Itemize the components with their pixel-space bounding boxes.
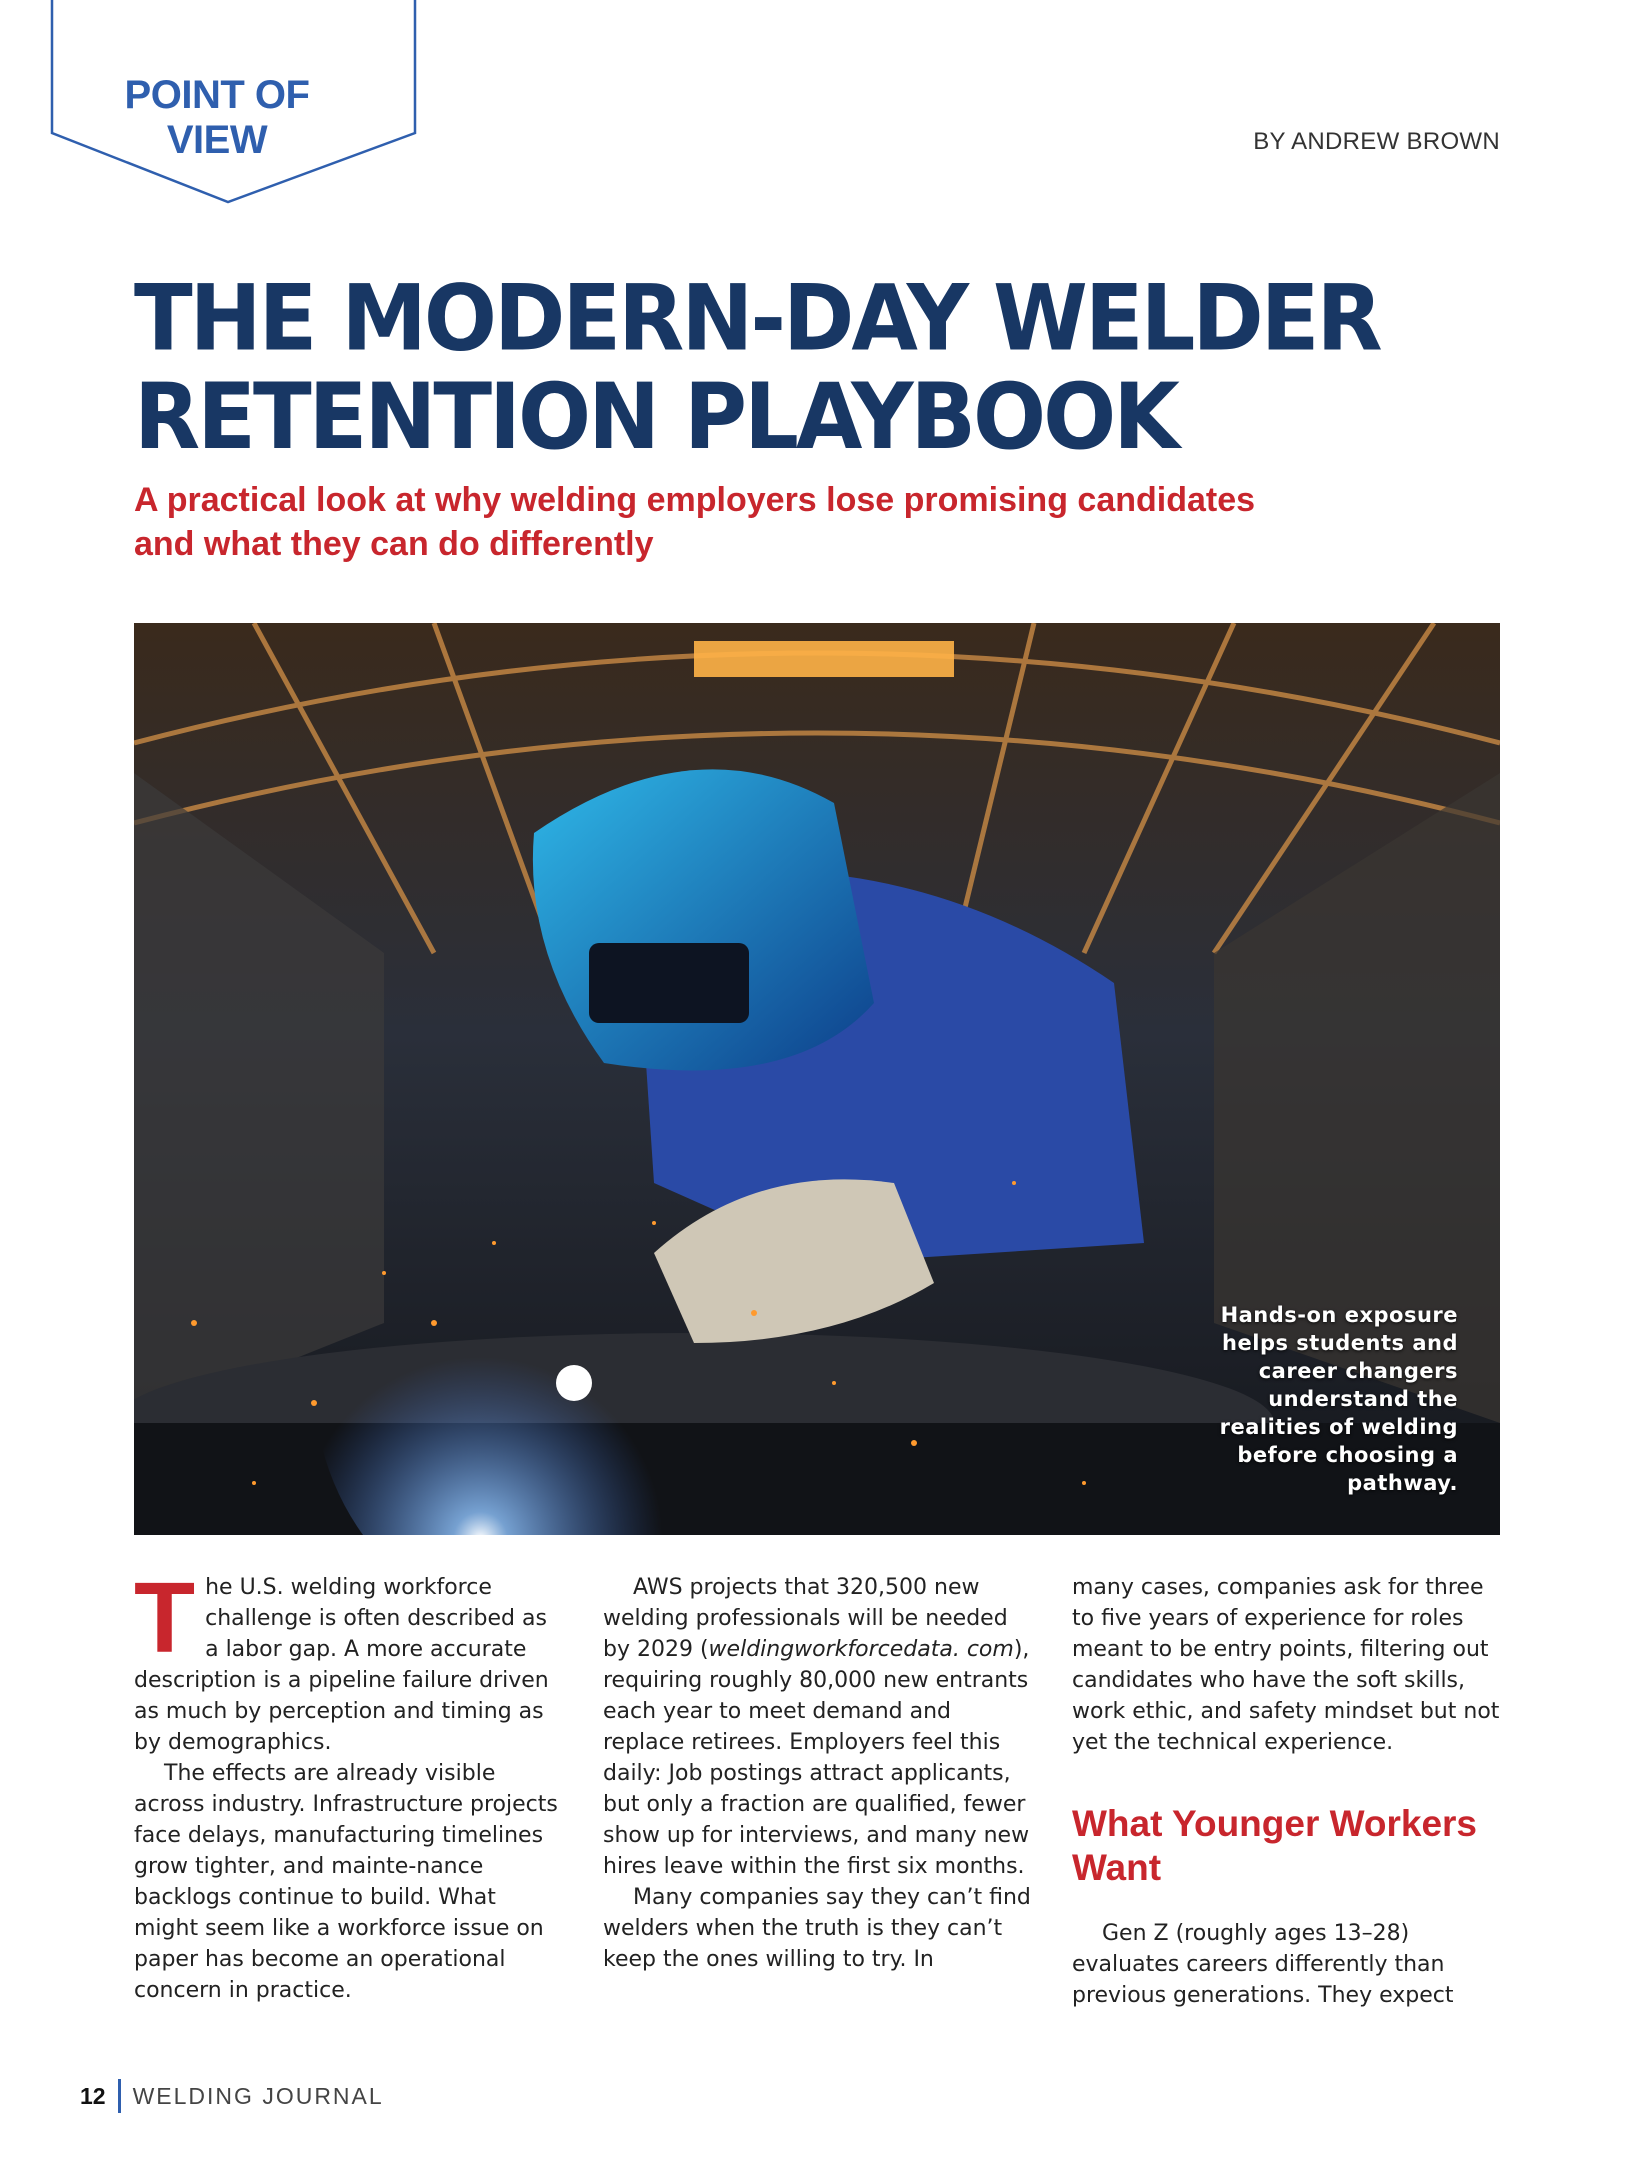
section-label xyxy=(52,73,382,163)
page-number: 12 xyxy=(80,2082,106,2109)
section-tab xyxy=(0,0,430,210)
col1-paragraph-1 xyxy=(134,1562,566,1758)
deck-line1: A practical look at why welding employers lose promising candidates xyxy=(134,481,1256,519)
deck-line2: and what they can do differently xyxy=(134,525,654,563)
page-footer xyxy=(80,2078,384,2114)
col1-paragraph-2: The effects are already visible across industry. Infrastructure projects face delays, manufacturing timelines grow tighter, and mainte-nance backlogs continue to build. What might seem like a workforce issue on paper has become an operational concern in practice. xyxy=(134,1761,558,2003)
col2-p1-text-b: ), requiring roughly 80,000 new entrants each year to meet demand and replace retirees. Employers feel this daily: Job postings attract applicants, but only a fraction are qualified, fewer show up for interviews, and many new hires leave within the first six months. xyxy=(603,1637,1030,1879)
section-label-line1: POINT OF xyxy=(124,73,310,117)
col2-paragraph-2: Many companies say they can’t find welders when the truth is they can’t keep the ones willing to try. In xyxy=(603,1885,1031,1972)
section-subhead: What Younger Workers Want xyxy=(1072,1803,1478,1888)
section-label-line2: VIEW xyxy=(166,118,268,162)
headline xyxy=(134,265,1514,471)
deck-subtitle xyxy=(134,478,1434,566)
headline-line1: THE MODERN-DAY WELDER xyxy=(134,265,1380,372)
article-photo xyxy=(134,623,1500,1535)
footer-divider xyxy=(118,2079,121,2113)
photo-caption: Hands-on exposure helps students and career changers understand the realities of welding before choosing a pathway. xyxy=(1219,1303,1458,1495)
article-column-1 xyxy=(134,1562,566,2006)
drop-cap: T xyxy=(134,1562,196,1674)
col2-p1-text-a: AWS projects that 320,500 new welding professionals will be needed by 2029 ( xyxy=(603,1575,1008,1662)
article-column-3 xyxy=(1072,1572,1504,2011)
col2-paragraph-1 xyxy=(603,1572,1035,1882)
col3-paragraph-2: Gen Z (roughly ages 13–28) evaluates careers differently than previous generations. They expect xyxy=(1072,1921,1454,2008)
col2-p1-url: weldingworkforcedata. com xyxy=(708,1637,1014,1662)
byline: BY ANDREW BROWN xyxy=(1253,128,1500,155)
headline-line2: RETENTION PLAYBOOK xyxy=(134,364,1177,471)
journal-name: WELDING JOURNAL xyxy=(132,2082,384,2109)
article-column-2 xyxy=(603,1572,1035,1975)
col1-paragraph-1-text: he U.S. welding workforce challenge is often described as a labor gap. A more accurate description is a pipeline failure driven as much by perception and timing as by demographics. xyxy=(134,1575,549,1755)
col3-paragraph-1: many cases, companies ask for three to five years of experience for roles meant to be entry points, filtering out candidates who have the soft skills, work ethic, and safety mindset but not yet the technical experience. xyxy=(1072,1575,1500,1755)
